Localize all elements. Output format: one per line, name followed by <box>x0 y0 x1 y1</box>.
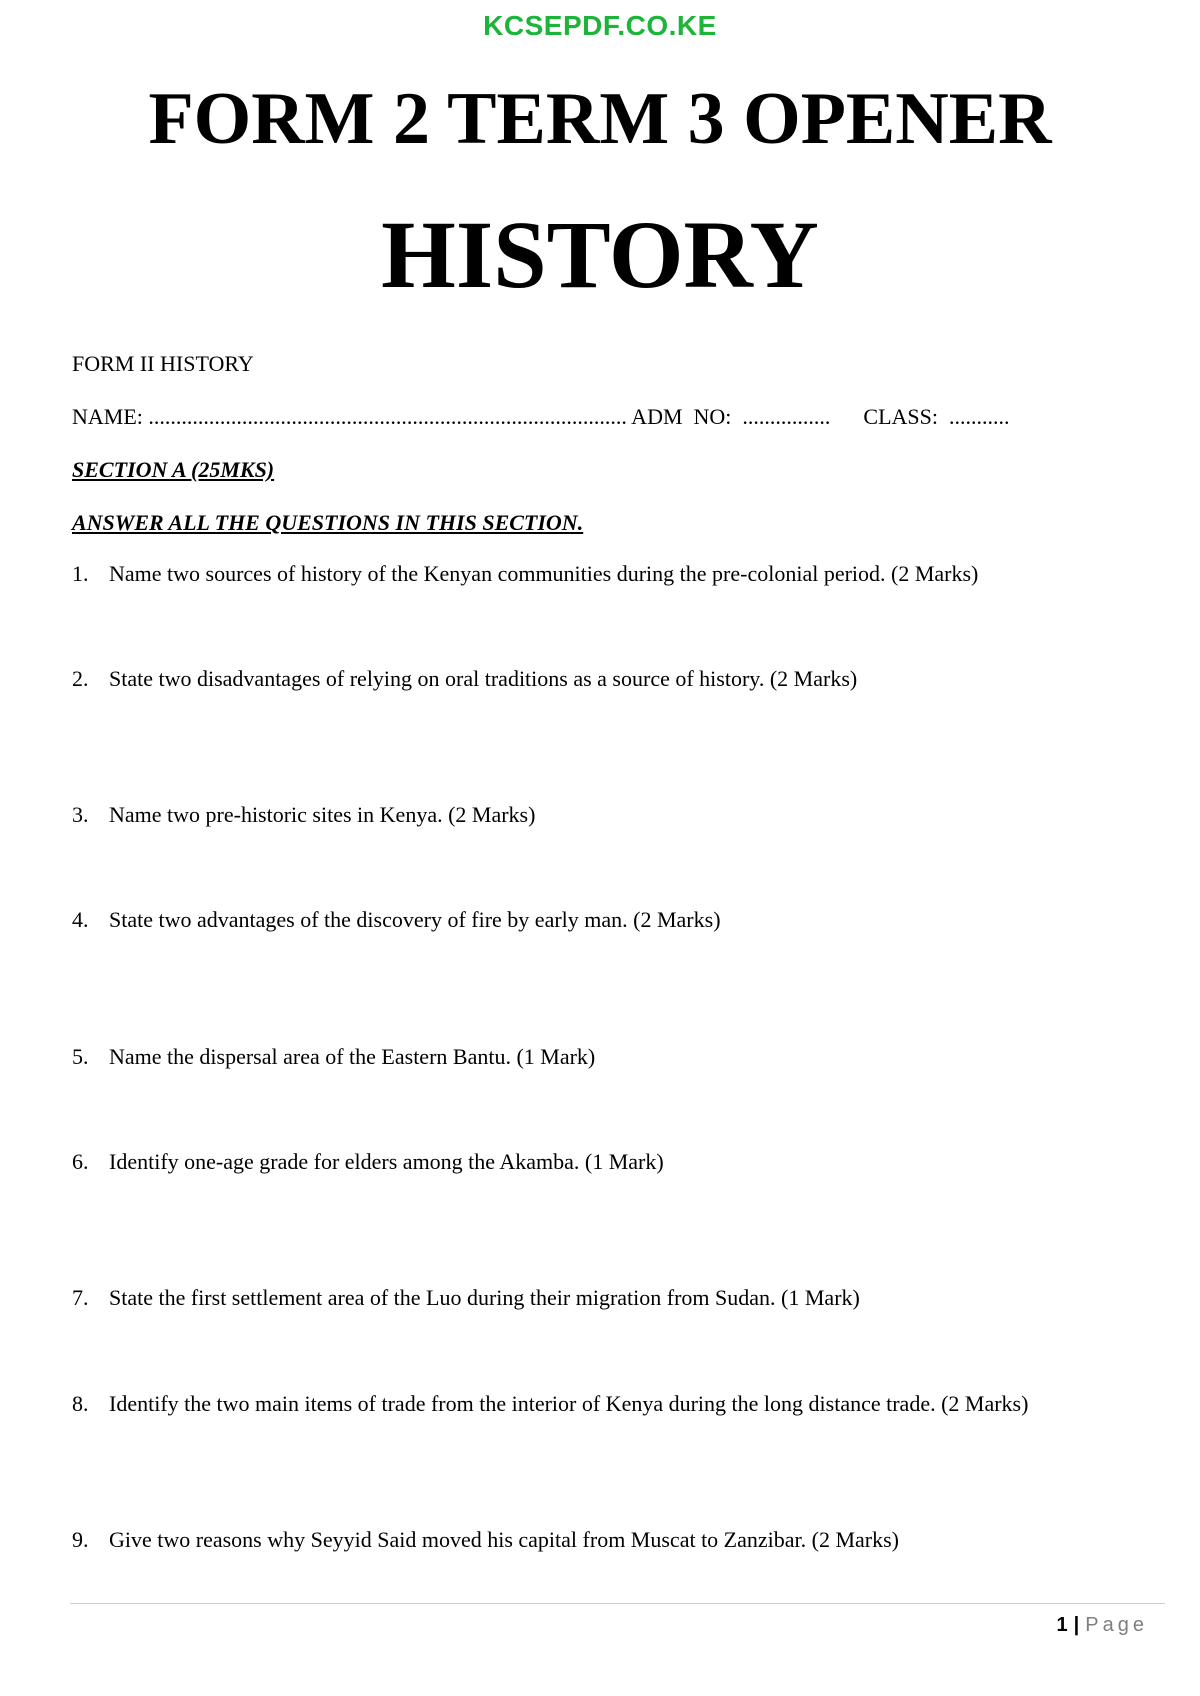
question-number: 4. <box>72 907 89 932</box>
question-number: 9. <box>72 1527 89 1552</box>
question-item <box>72 906 721 934</box>
question-text: State the first settlement area of the Luo during their migration from Sudan. (1 Mark) <box>109 1285 860 1310</box>
adm-label: ADM NO: <box>626 404 737 429</box>
question-item <box>72 801 535 829</box>
class-label: CLASS: <box>830 404 944 429</box>
question-item <box>72 665 857 693</box>
question-item <box>72 1390 1028 1418</box>
section-instruction: ANSWER ALL THE QUESTIONS IN THIS SECTION. <box>72 510 584 535</box>
question-text: Name two pre-historic sites in Kenya. (2 Marks) <box>109 802 536 827</box>
page-footer <box>1057 1612 1148 1638</box>
question-item <box>72 1148 664 1176</box>
question-number: 5. <box>72 1044 89 1069</box>
page-word: Page <box>1085 1614 1148 1636</box>
question-number: 8. <box>72 1391 89 1416</box>
question-text: State two advantages of the discovery of fire by early man. (2 Marks) <box>109 907 721 932</box>
question-item <box>72 1043 595 1071</box>
page-number: 1 <box>1056 1614 1068 1636</box>
question-text: Name the dispersal area of the Eastern Bantu. (1 Mark) <box>109 1044 596 1069</box>
question-text: State two disadvantages of relying on oral traditions as a source of history. (2 Marks) <box>109 666 858 691</box>
section-heading: SECTION A (25MKS) <box>72 457 275 482</box>
question-item <box>72 1526 899 1554</box>
student-info-line <box>72 403 1010 431</box>
class-blank: ........... <box>943 404 1010 429</box>
question-number: 6. <box>72 1149 89 1174</box>
form-label: FORM II HISTORY <box>72 351 254 376</box>
question-item <box>72 1284 860 1312</box>
name-blank: ....................................................................................... <box>148 404 627 429</box>
subject-title: HISTORY <box>381 201 819 308</box>
question-number: 7. <box>72 1285 89 1310</box>
name-label: NAME: <box>72 404 149 429</box>
question-text: Identify one-age grade for elders among the Akamba. (1 Mark) <box>109 1149 664 1174</box>
question-text: Give two reasons why Seyyid Said moved his capital from Muscat to Zanzibar. (2 Marks) <box>109 1527 900 1552</box>
footer-divider <box>70 1603 1165 1604</box>
adm-blank: ................ <box>736 404 831 429</box>
page-separator: | <box>1073 1614 1080 1636</box>
exam-title: FORM 2 TERM 3 OPENER <box>148 78 1052 160</box>
site-header: KCSEPDF.CO.KE <box>483 10 717 41</box>
question-text: Name two sources of history of the Kenyan communities during the pre-colonial period. (2 Marks) <box>109 561 979 586</box>
question-number: 2. <box>72 666 89 691</box>
question-text: Identify the two main items of trade from the interior of Kenya during the long distance trade. (2 Marks) <box>109 1391 1029 1416</box>
question-number: 1. <box>72 561 89 586</box>
question-number: 3. <box>72 802 89 827</box>
question-item <box>72 560 978 588</box>
